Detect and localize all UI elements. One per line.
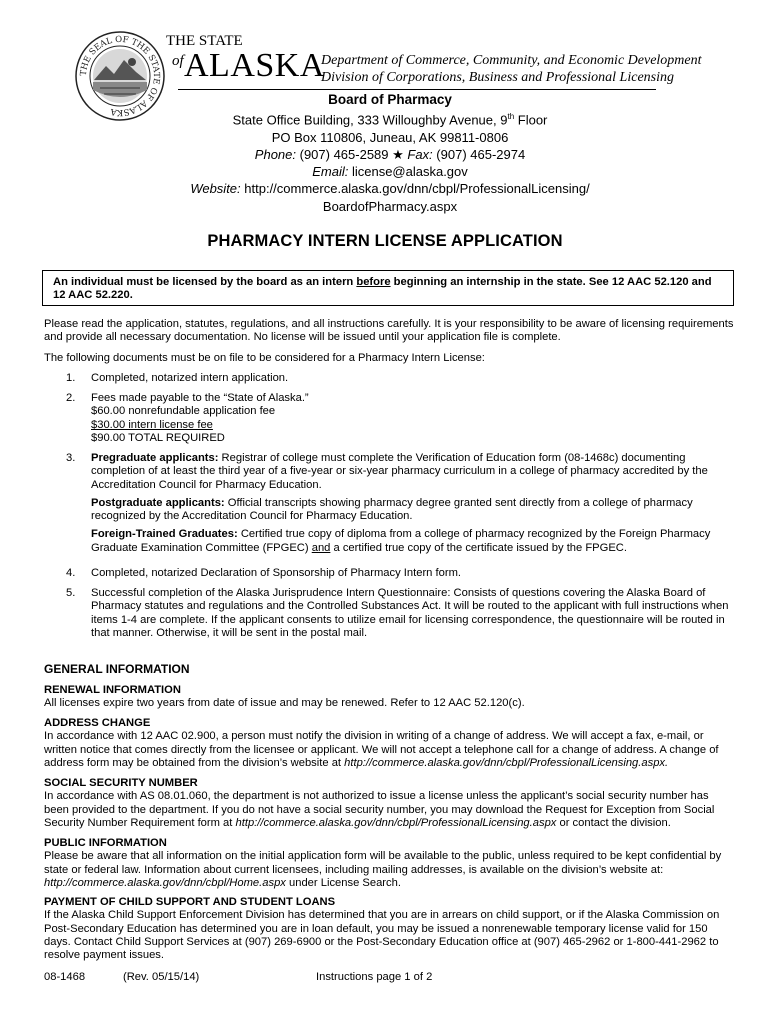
website-link[interactable]: http://commerce.alaska.gov/dnn/cbpl/ProfessionalLicensing/ <box>240 181 590 197</box>
header-divider <box>178 89 656 90</box>
department-heading <box>321 52 702 86</box>
seal-ring-text: THE SEAL OF THE STATE OF ALASKA <box>78 34 162 118</box>
page-number: Instructions page 1 of 2 <box>316 971 433 983</box>
general-information-heading: GENERAL INFORMATION <box>44 662 190 676</box>
email-line: Email: license@alaska.gov <box>312 164 468 180</box>
child-support-section: PAYMENT OF CHILD SUPPORT AND STUDENT LOANS If the Alaska Child Support Enforcement Division has determined that you are in arrears on child support, or if the Alaska Commission on Post-Secondary Education has determined you are in loan default, you may be issued a nonrenewable temporary license valid for 150 days. Contact Child Support Services at (907) 269-6900 or the Post-Secondary Education office at (907) 465-2962 or 1-800-441-2962 to resolve payment issues. <box>44 896 720 962</box>
website-line: Website: http://commerce.alaska.gov/dnn/cbpl/ProfessionalLicensing/ <box>190 181 590 197</box>
postgraduate-paragraph: Postgraduate applicants: Official transcripts showing pharmacy degree granted sent directly from a college of pharmacy recognized by the Accreditation Council for Pharmacy Education. <box>91 496 693 523</box>
phone-fax: Phone: (907) 465-2589 ★ Fax: (907) 465-2974 <box>254 146 526 162</box>
street-address: State Office Building, 333 Willoughby Avenue, 9th Floor <box>232 112 548 128</box>
public-information-section: PUBLIC INFORMATION Please be aware that all information on the initial application form will be available to the public, unless required to be kept confidential by state or federal law. Information about current licensees, including mailing addresses, is available on the division’s website at: http://commerce.alaska.gov/dnn/cbpl/Home.aspx under License Search. <box>44 837 722 889</box>
email-link[interactable]: license@alaska.gov <box>348 164 468 180</box>
form-number: 08-1468 <box>44 971 86 983</box>
foreign-trained-paragraph: Foreign-Trained Graduates: Certified true copy of diploma from a college of pharmacy recognized by the Foreign Pharmacy Graduate Examination Committee (FPGEC) and a certified true copy of the certificate issued by the FPGEC. <box>91 528 711 554</box>
division-line: Division of Corporations, Business and Professional Licensing <box>321 70 674 85</box>
page-title: PHARMACY INTERN LICENSE APPLICATION <box>207 232 563 250</box>
po-box: PO Box 110806, Juneau, AK 99811-0806 <box>271 129 509 145</box>
address-form-link[interactable]: http://commerce.alaska.gov/dnn/cbpl/ProfessionalLicensing.aspx. <box>344 756 669 769</box>
of-text: of <box>172 53 184 69</box>
renewal-section: RENEWAL INFORMATION All licenses expire two years from date of issue and may be renewed. Refer to 12 AAC 52.120(c). <box>44 684 525 710</box>
intro-paragraph: Please read the application, statutes, regulations, and all instructions carefully. It is your responsibility to be aware of licensing requirements and provide all necessary documentation. No license will be issued until your application file is complete. <box>44 318 734 344</box>
board-address-block <box>150 91 630 215</box>
document-page: THE SEAL OF THE STATE OF ALASKA THE STATE of ALASKA Department of Commerce, Community, and Economic Development Division of Corporations, Business and Professional Licensing Board of Pharmacy State Office Building, 333 Willoughby Avenue, 9th Floor PO Box 110806, Juneau, AK 99811-0806 Phone: (907) 465-2589 ★ Fax: (907) 465-2974 Email: license@alaska.gov Website: http://commerce.alaska.gov/dnn/cbpl/ProfessionalLicensing/ BoardofPharmacy.aspx PHARMACY INTERN LICENSE APPLICATION An individual must be licensed by the board as an intern before beginning an internship in the state. See 12 AAC 52.120 and 12 AAC 52.220. Please read the application, statutes, regulations, and all instructions carefully. It is your responsibility to be aware of licensing requirements and provide all necessary documentation. No license will be issued until your application file is complete. The following documents must be on file to be considered for a Pharmacy Intern License: 1. Completed, notarized intern application. 2. Fees made payable to the “State of Alaska.” $60.00 nonrefundable application fee $30.00 intern license fee $90.00 TOTAL REQUIRED 3. Pregraduate applicants: Registrar of college must complete the Verification of Education form (08-1468c) documenting completion of at least the third year of a five-year or six-year pharmacy curriculum in a college of pharmacy accredited by the Accreditation Council for Pharmacy Education. Postgraduate applicants: Official transcripts showing pharmacy degree granted sent directly from a college of pharmacy recognized by the Accreditation Council for Pharmacy Education. Foreign-Trained Graduates: Certified true copy of diploma from a college of pharmacy recognized by the Foreign Pharmacy Graduate Examination Committee (FPGEC) and a certified true copy of the certificate issued by the FPGEC. 4. Completed, notarized Declaration of Sponsorship of Pharmacy Intern form. 5. Successful completion of the Alaska Jurisprudence Intern Questionnaire: Consists of questions covering the Alaska Board of Pharmacy statutes and regulations and the Controlled Substances Act. It will be routed to the applicant with full instructions when items 1-4 are complete. If the applicant consents to utilize email for licensing correspondence, the questionnaire will be routed in that manner. Otherwise, it will be sent in the postal mail. GENERAL INFORMATION RENEWAL INFORMATION All licenses expire two years from date of issue and may be renewed. Refer to 12 AAC 52.120(c). ADDRESS CHANGE In accordance with 12 AAC 02.900, a person must notify the division in writing of a change of address. We will accept a fax, e-mail, or written notice that comes directly from the licensee or applicant. We will not accept a telephone call for a change of address. A change of address form may be obtained from the division’s website at http://commerce.alaska.gov/dnn/cbpl/ProfessionalLicensing.aspx. SOCIAL SECURITY NUMBER In accordance with AS 08.01.060, the department is not authorized to issue a license unless the applicant’s social security number has been provided to the department. If you do not have a social security number, you may download the Request for Exception from Social Security Number Requirement form at http://commerce.alaska.gov/dnn/cbpl/ProfessionalLicensing.aspx or contact the division. PUBLIC INFORMATION Please be aware that all information on the initial application form will be available to the public, unless required to be kept confidential by state or federal law. Information about current licensees, including mailing addresses, is available on the division’s website at: http://commerce.alaska.gov/dnn/cbpl/Home.aspx under License Search. PAYMENT OF CHILD SUPPORT AND STUDENT LOANS If the Alaska Child Support Enforcement Division has determined that you are in arrears on child support, or if the Alaska Commission on Post-Secondary Education has determined you are in loan default, you may be issued a nonrenewable temporary license valid for 150 days. Contact Child Support Services at (907) 269-6900 or the Post-Secondary Education office at (907) 465-2962 or 1-800-441-2962 to resolve payment issues. 08-1468 (Rev. 05/15/14) Instructions page 1 of 2 <box>0 0 770 1024</box>
board-name: Board of Pharmacy <box>328 92 452 107</box>
website-line-2[interactable]: BoardofPharmacy.aspx <box>322 198 458 214</box>
revision-date: (Rev. 05/15/14) <box>123 971 200 983</box>
the-state-text: THE STATE <box>166 33 243 49</box>
department-line: Department of Commerce, Community, and Economic Development <box>321 53 702 68</box>
intern-notice-box: An individual must be licensed by the board as an intern before beginning an internship in the state. See 12 AAC 52.120 and 12 AAC 52.220. <box>42 270 734 306</box>
pregraduate-paragraph: Pregraduate applicants: Registrar of college must complete the Verification of Education form (08-1468c) documenting completion of at least the third year of a five-year or six-year pharmacy curriculum in a college of pharmacy accredited by the Accreditation Council for Pharmacy Education. <box>91 452 708 491</box>
intro-documents-lead: The following documents must be on file to be considered for a Pharmacy Intern License: <box>44 352 485 364</box>
address-change-section: ADDRESS CHANGE In accordance with 12 AAC 02.900, a person must notify the division in writing of a change of address. We will accept a fax, e-mail, or written notice that comes directly from the licensee or applicant. We will not accept a telephone call for a change of address. A change of address form may be obtained from the division’s website at http://commerce.alaska.gov/dnn/cbpl/ProfessionalLicensing.aspx. <box>44 717 719 769</box>
ssn-form-link[interactable]: http://commerce.alaska.gov/dnn/cbpl/ProfessionalLicensing.aspx <box>235 816 557 829</box>
license-search-link[interactable]: http://commerce.alaska.gov/dnn/cbpl/Home.aspx <box>44 876 286 889</box>
alaska-wordmark: ALASKA <box>184 47 325 84</box>
ssn-section: SOCIAL SECURITY NUMBER In accordance with AS 08.01.060, the department is not authorized to issue a license unless the applicant’s social security number has been provided to the department. If you do not have a social security number, you may download the Request for Exception from Social Security Number Requirement form at http://commerce.alaska.gov/dnn/cbpl/ProfessionalLicensing.aspx or contact the division. <box>44 777 715 829</box>
